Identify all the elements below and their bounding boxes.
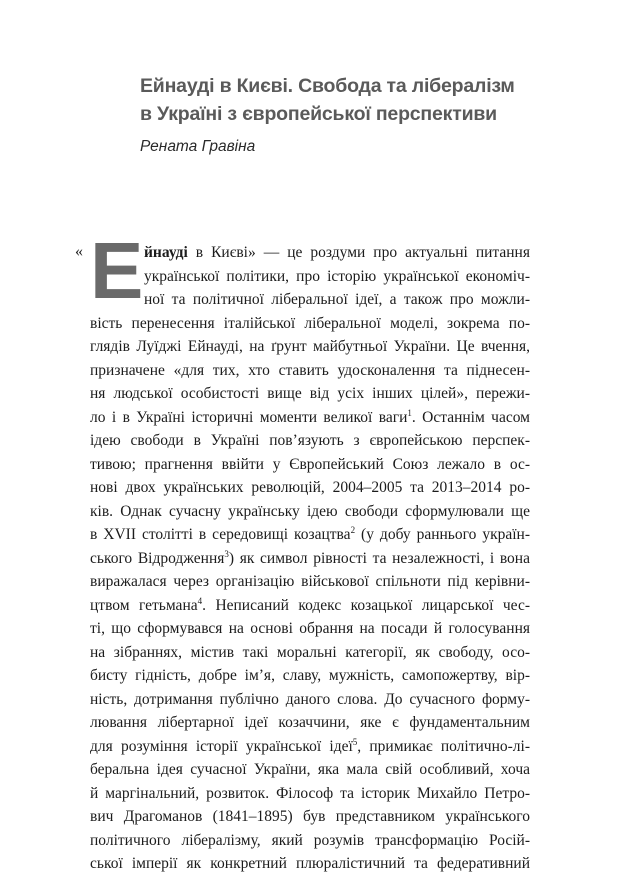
body-line: ті, що сформувався на основі обрання на посади й голосування bbox=[90, 620, 530, 637]
author-name: Рената Гравіна bbox=[140, 138, 256, 155]
footnote-marker[interactable]: 4 bbox=[197, 595, 203, 606]
body-line: ність, дотримання публічно даного слова. До сучасного форму- bbox=[90, 690, 530, 708]
body-line-first bbox=[90, 241, 530, 265]
body-line: призначене «для тих, хто ставить удосконалення та піднесен- bbox=[90, 361, 530, 379]
footnote-marker[interactable]: 5 bbox=[352, 736, 358, 747]
body-line: вич Драгоманов (1841–1895) був представником українського bbox=[90, 808, 530, 825]
body-line: беральна ідея сучасної України, яка мала свій особливий, хоча bbox=[90, 761, 530, 778]
body-line: нові двох українських революцій, 2004–2005 та 2013–2014 ро- bbox=[90, 479, 530, 496]
body-line: цтвом гетьмана$^4$. Неписаний кодекс козацької лицарської чес- bbox=[90, 595, 530, 614]
body-line: на зібраннях, містив такі моральні категорії, як свободу, осо- bbox=[90, 643, 530, 661]
body-line: вість перенесення італійської ліберальної моделі, зокрема по- bbox=[90, 314, 530, 332]
body-line: виражалася через організацію військової спільноти під керівни- bbox=[90, 573, 530, 590]
body-line: й маргінальний, розвиток. Філософ та історик Михайло Петро- bbox=[90, 784, 530, 802]
body-line: ського Відродження$^3$) як символ рівності та незалежності, і вона bbox=[90, 548, 530, 567]
drop-cap-letter: Е bbox=[90, 226, 144, 315]
body-line: в XVII столітті в середовищі козацтва$^2$ (у добу раннього україн- bbox=[90, 524, 530, 543]
body-line: ської імперії як конкретний плюралістичний та федеративний bbox=[90, 855, 530, 872]
footnote-marker[interactable]: 1 bbox=[407, 407, 412, 418]
body-line: політичного лібералізму, який розумів трансформацію Росій- bbox=[90, 831, 530, 849]
first-word: йнауді bbox=[144, 244, 188, 261]
chapter-title-line-2: в Україні з європейської перспективи bbox=[140, 103, 497, 125]
body-line: тивою; прагнення ввійти у Європейський Союз лежало в ос- bbox=[90, 455, 530, 473]
footnote-marker[interactable]: 3 bbox=[224, 548, 229, 559]
body-text bbox=[90, 226, 530, 876]
body-line: бисту гідність, добре ім’я, славу, мужність, самопожертву, вір- bbox=[90, 667, 530, 684]
chapter-title bbox=[140, 72, 580, 128]
body-line: лювання лібертарної ідеї козаччини, яке є фундаментальним bbox=[90, 714, 530, 731]
body-line: для розуміння історії української ідеї$^5$, примикає політично-лі- bbox=[90, 736, 530, 755]
body-line: ків. Однак сучасну українську ідею свободи сформулювали ще bbox=[90, 502, 530, 520]
body-line: глядів Луїджі Ейнауді, на ґрунт майбутньої України. Це вчення, bbox=[90, 338, 530, 355]
first-line-rest: в Києві» — це роздуми про актуальні питання bbox=[187, 244, 530, 261]
body-line: ня людської особистості вище від усіх інших цілей», пережи- bbox=[90, 385, 530, 402]
opening-quote-mark: « bbox=[75, 243, 83, 260]
body-line: ло і в Україні історичні моменти великої ваги$^1$. Останнім часом bbox=[90, 407, 530, 426]
body-line: ної та політичної ліберальної ідеї, а також про можли- bbox=[144, 291, 530, 308]
body-line: ідею свободи в Україні пов’язують з європейською перспек- bbox=[90, 432, 530, 449]
footnote-marker[interactable]: 2 bbox=[350, 524, 356, 535]
body-line: української політики, про історію української економіч- bbox=[144, 267, 530, 285]
chapter-title-line-1: Ейнауді в Києві. Свобода та лібералізм bbox=[140, 75, 515, 97]
